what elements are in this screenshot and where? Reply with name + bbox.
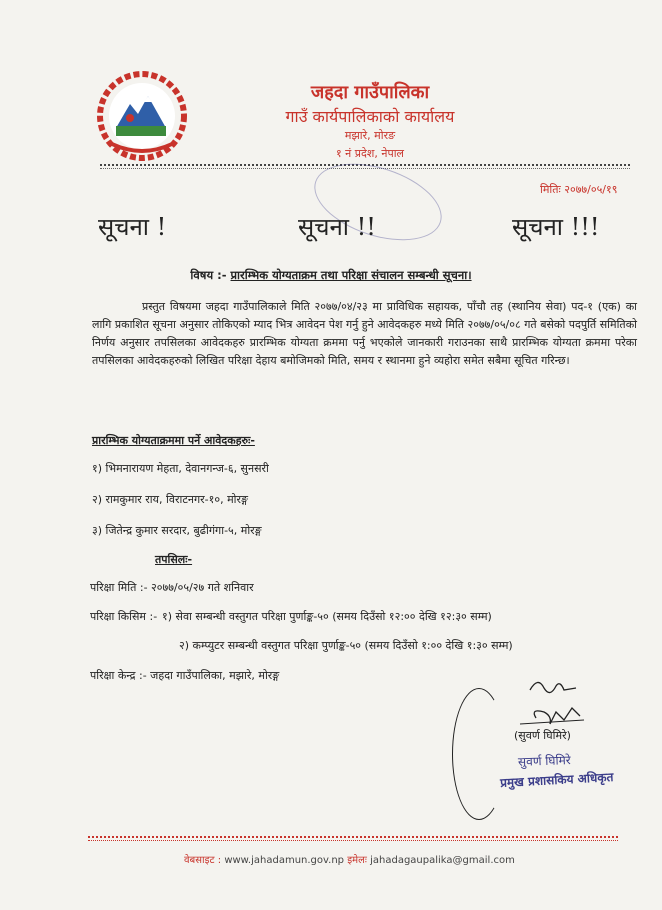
- website-link[interactable]: www.jahadamun.gov.np: [224, 855, 345, 866]
- email-label: इमेलः: [347, 855, 367, 866]
- org-office: गाउँ कार्यपालिकाको कार्यालय: [285, 107, 455, 126]
- notice-date: मितिः २०७७/०५/१९: [540, 183, 618, 196]
- candidate-item: २) रामकुमार राय, विराटनगर-१०, मोरङ्ग: [92, 493, 248, 506]
- candidate-item: १) भिमनारायण मेहता, देवानगन्ज-६, सुनसरी: [92, 462, 269, 475]
- exam-centre: परिक्षा केन्द्र :- जहदा गाउँपालिका, मझारे, मोरङ्ग: [90, 669, 280, 682]
- subject-line: [0, 268, 662, 283]
- stamp-title: प्रमुख प्रशासकिय अधिकृत: [499, 770, 614, 790]
- footer-divider: [88, 836, 618, 838]
- body-paragraph: [92, 298, 637, 370]
- org-place: मझारे, मोरङ: [344, 129, 396, 142]
- subject-text: प्रारम्भिक योग्यताक्रम तथा परिक्षा संचालन सम्बन्धी सूचना।: [230, 268, 472, 282]
- stamp-name: सुवर्ण घिमिरे: [517, 753, 571, 769]
- signatory-name: (सुवर्ण घिमिरे): [514, 729, 571, 742]
- org-name: जहदा गाउँपालिका: [310, 82, 430, 103]
- notice-heading-1: सूचना !: [98, 213, 167, 241]
- exam-type-item: २) कम्प्युटर सम्बन्धी वस्तुगत परिक्षा पुर्णाङ्क-५० (समय दिउँसो १:०० देखि १:३० सम्म): [179, 639, 513, 652]
- candidates-heading: प्रारम्भिक योग्यताक्रममा पर्ने आवेदकहरुः-: [92, 434, 255, 447]
- body-text: प्रस्तुत विषयमा जहदा गाउँपालिकाले मिति २०७७/०४/२३ मा प्राविधिक सहायक, पाँचौ तह (स्थानिय सेवा) पद-१ (एक) का लागि प्रकाशित सूचना अनुसार तोकिएको म्याद भित्र आवेदन पेश गर्नु हुने आवेदकहरु मध्ये मिति २०७७/०५/०८ गते बसेको पदपुर्ति समितिको निर्णय अनुसार तपसिलका आवेदकहरु प्रारम्भिक योग्यता क्रममा पर्नु भएकोले जानकारी गराउनका साथै प्रारम्भिक योग्यता क्रममा परेका तपसिलका आवेदकहरुको लिखित परिक्षा देहाय बमोजिमको मिति, समय र स्थानमा हुने व्यहोरा समेत सबैमा सूचित गरिन्छ।: [92, 300, 637, 367]
- details-heading: तपसिलः-: [155, 553, 193, 566]
- org-country: १ नं प्रदेश, नेपाल: [335, 147, 405, 160]
- email-link[interactable]: jahadagaupalika@gmail.com: [370, 855, 515, 866]
- footer-divider-secondary: [88, 840, 618, 841]
- nepal-emblem-icon: [96, 70, 188, 162]
- website-label: वेबसाइट :: [184, 855, 222, 866]
- exam-type-item: १) सेवा सम्बन्धी वस्तुगत परिक्षा पुर्णाङ्क-५० (समय दिउँसो १२:०० देखि १२:३० सम्म): [162, 610, 492, 623]
- footer-contact: [184, 852, 515, 866]
- candidate-item: ३) जितेन्द्र कुमार सरदार, बुढीगंगा-५, मोरङ्ग: [92, 524, 262, 537]
- notice-heading-2: सूचना !!: [298, 213, 376, 241]
- notice-heading-3: सूचना !!!: [512, 213, 600, 241]
- subject-prefix: विषय :-: [190, 268, 227, 282]
- exam-type-label: परिक्षा किसिम :-: [90, 610, 158, 623]
- exam-date: परिक्षा मिति :- २०७७/०५/२७ गते शनिवार: [90, 581, 254, 594]
